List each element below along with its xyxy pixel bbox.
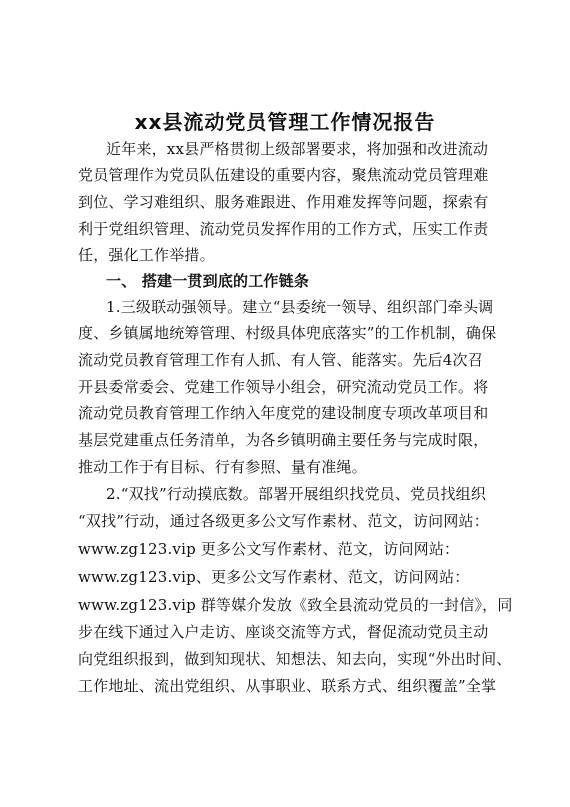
paragraph-line: 基层党建重点任务清单，为各乡镇明确主要任务与完成时限， (78, 431, 489, 449)
paragraph-line: www.zg123.vip 更多公文写作素材、范文，访问网站： (78, 540, 460, 558)
paragraph-line: 度、乡镇属地统筹管理、村级具体兜底落实”的工作机制，确保 (78, 324, 497, 342)
paragraph-line: 任，强化工作举措。 (78, 246, 215, 264)
section-heading: 一、 搭建一贯到底的工作链条 (106, 272, 310, 290)
paragraph-line: 开县委常委会、党建工作领导小组会，研究流动党员工作。将 (78, 378, 489, 396)
paragraph-line: 流动党员教育管理工作有人抓、有人管、能落实。先后4次召 (78, 351, 483, 369)
paragraph-line: 1.三级联动强领导。建立“县委统一领导、组织部门牵头调 (106, 298, 494, 316)
paragraph-line: 到位、学习难组织、服务难跟进、作用难发挥等问题，探索有 (78, 193, 489, 211)
paragraph-line: www.zg123.vip 群等媒介发放《致全县流动党员的一封信》，同 (78, 596, 513, 614)
paragraph-line: 推动工作于有目标、行有参照、量有准绳。 (78, 458, 367, 476)
paragraph-line: “双找”行动，通过各级更多公文写作素材、范文，访问网站： (78, 512, 489, 530)
paragraph-line: 流动党员教育管理工作纳入年度党的建设制度专项改革项目和 (78, 404, 489, 422)
paragraph-line: 利于党组织管理、流动党员发挥作用的工作方式，压实工作责 (78, 220, 489, 238)
paragraph-line: 工作地址、流出党组织、从事职业、联系方式、组织覆盖”全掌 (78, 677, 497, 695)
document-title: xx县流动党员管理工作情况报告 (134, 110, 436, 134)
paragraph-line: 向党组织报到，做到知现状、知想法、知去向，实现“外出时间、 (78, 650, 512, 668)
paragraph-line: 步在线下通过入户走访、座谈交流等方式，督促流动党员主动 (78, 623, 489, 641)
paragraph-line: www.zg123.vip、更多公文写作素材、范文，访问网站： (78, 568, 470, 586)
paragraph-line: 近年来，xx县严格贯彻上级部署要求，将加强和改进流动 (106, 140, 489, 158)
paragraph-line: 2.“双找”行动摸底数。部署开展组织找党员、党员找组织 (106, 485, 487, 503)
paragraph-line: 党员管理作为党员队伍建设的重要内容，聚焦流动党员管理难 (78, 166, 489, 184)
